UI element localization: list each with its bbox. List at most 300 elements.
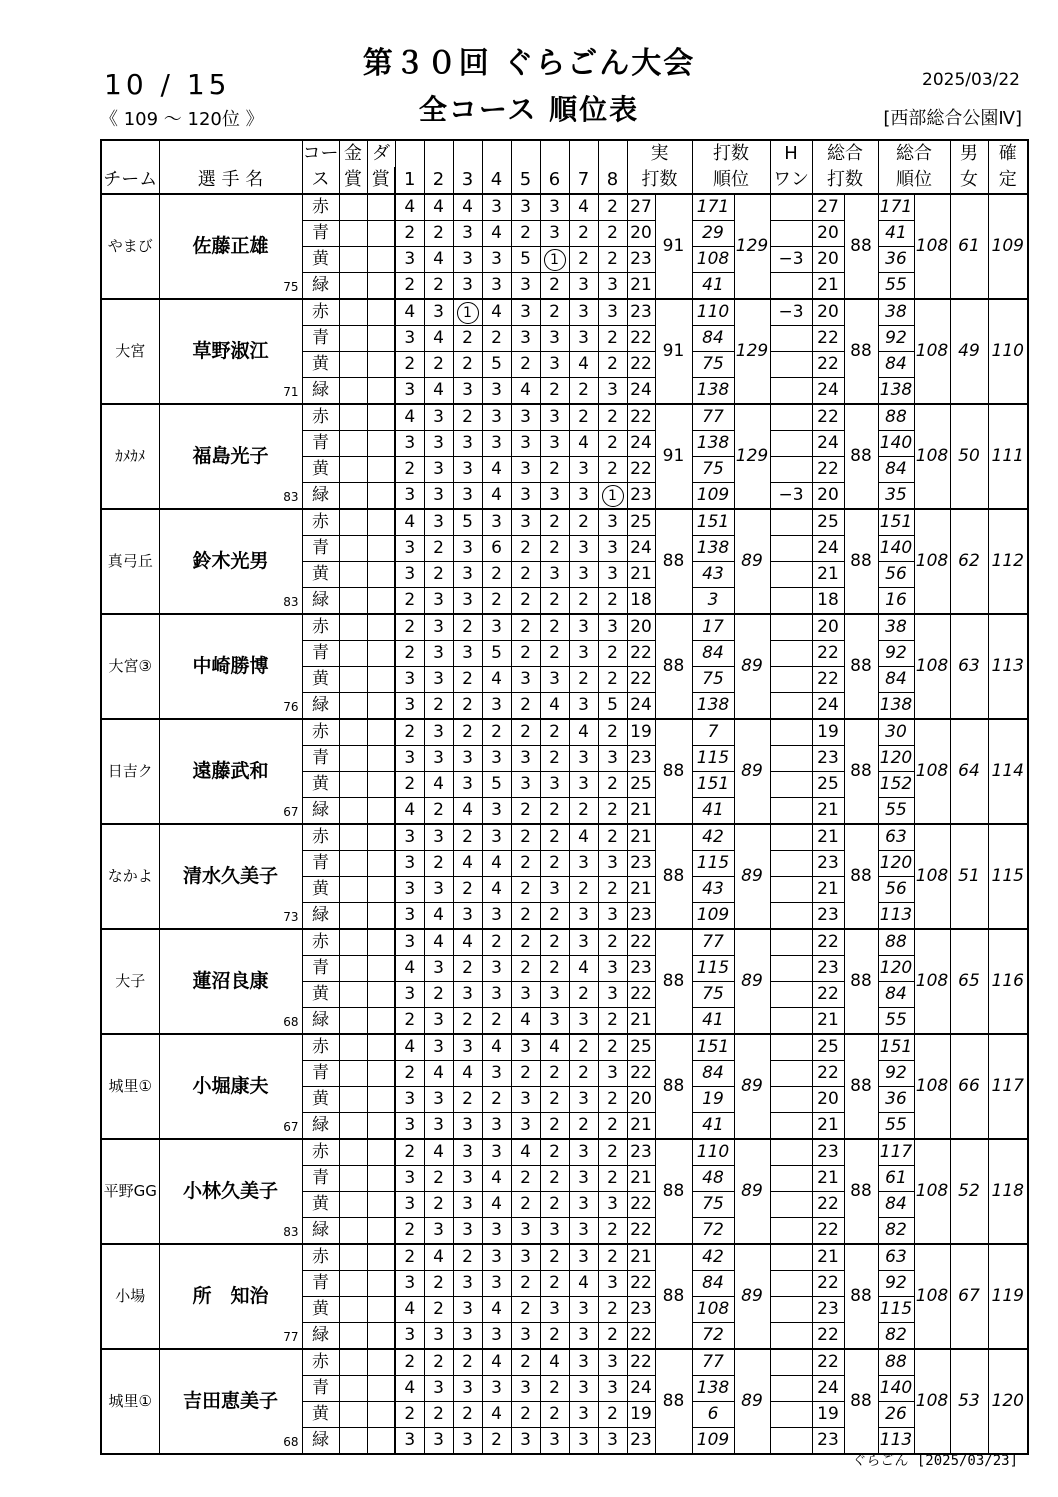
hole-score: 4 xyxy=(453,929,482,956)
gold-award xyxy=(339,352,367,378)
course-subtotal: 24 xyxy=(627,431,655,457)
player-name-text: 遠藤武和 xyxy=(192,760,269,782)
hole-score: 3 xyxy=(569,1402,598,1428)
player-name xyxy=(159,824,302,929)
gold-award xyxy=(339,1113,367,1140)
da-award xyxy=(367,1323,395,1350)
hole-score: 3 xyxy=(482,614,511,641)
hole-score: 3 xyxy=(598,614,627,641)
hole-score: 4 xyxy=(453,1061,482,1087)
hole-score: 2 xyxy=(540,1113,569,1140)
team-name: なかよ xyxy=(101,824,159,929)
course-name: 青 xyxy=(302,1166,339,1192)
hole-in-one-bonus xyxy=(770,693,812,720)
total-strokes: 88 xyxy=(844,1349,878,1454)
handicap: 73 xyxy=(283,910,299,924)
hole-score: 2 xyxy=(395,1349,424,1376)
gold-award xyxy=(339,1323,367,1350)
hole-score: 3 xyxy=(511,1113,540,1140)
hole-score: 2 xyxy=(540,956,569,982)
hole-score: 2 xyxy=(395,1008,424,1035)
gold-award xyxy=(339,1297,367,1323)
course-total-rank: 113 xyxy=(878,1428,914,1455)
course-total-rank: 151 xyxy=(878,509,914,536)
total-rank: 108 xyxy=(914,509,950,614)
course-total-rank: 56 xyxy=(878,877,914,903)
player-name-text: 小林久美子 xyxy=(182,1180,278,1202)
course-subtotal: 21 xyxy=(627,798,655,825)
hole-score: 3 xyxy=(569,1192,598,1218)
hole-in-one-bonus xyxy=(770,404,812,431)
hole-in-one-mark: 1 xyxy=(544,249,566,271)
team-name: 小場 xyxy=(101,1244,159,1349)
hole-score: 2 xyxy=(598,667,627,693)
hole-score: 3 xyxy=(598,1271,627,1297)
hole-score: 2 xyxy=(395,1244,424,1271)
gold-award xyxy=(339,1402,367,1428)
player-name xyxy=(159,1244,302,1349)
course-rank: 75 xyxy=(692,667,734,693)
hole-in-one-bonus xyxy=(770,1271,812,1297)
course-total-strokes: 23 xyxy=(812,746,844,772)
table-body xyxy=(101,194,1028,1454)
gold-award xyxy=(339,719,367,746)
hole-score: 2 xyxy=(569,1113,598,1140)
hole-score: 2 xyxy=(395,352,424,378)
hole-score: 2 xyxy=(598,1008,627,1035)
hole-in-one-bonus xyxy=(770,1166,812,1192)
hole-score: 2 xyxy=(540,509,569,536)
hole-in-one-bonus xyxy=(770,1428,812,1455)
hole-score: 4 xyxy=(395,299,424,326)
gold-award xyxy=(339,1349,367,1376)
player-name xyxy=(159,929,302,1034)
hole-score: 4 xyxy=(395,798,424,825)
col-hole-3: 3 xyxy=(453,167,482,194)
hole-score: 2 xyxy=(395,457,424,483)
course-total-rank: 92 xyxy=(878,1271,914,1297)
hole-score: 3 xyxy=(511,1323,540,1350)
course-total-strokes: 24 xyxy=(812,431,844,457)
hole-score: 2 xyxy=(598,1034,627,1061)
hole-score: 4 xyxy=(424,929,453,956)
hole-score: 2 xyxy=(482,1008,511,1035)
course-total-strokes: 20 xyxy=(812,614,844,641)
hole-score: 4 xyxy=(482,1034,511,1061)
gender-rank: 51 xyxy=(950,824,988,929)
player-name xyxy=(159,1034,302,1139)
gold-award xyxy=(339,1376,367,1402)
course-total-strokes: 22 xyxy=(812,457,844,483)
hole-score: 2 xyxy=(453,404,482,431)
hole-score: 3 xyxy=(424,1218,453,1245)
course-rank: 84 xyxy=(692,1061,734,1087)
hole-score: 3 xyxy=(569,562,598,588)
hole-score: 3 xyxy=(598,273,627,300)
hole-score: 2 xyxy=(453,877,482,903)
hole-score: 2 xyxy=(424,1402,453,1428)
course-total-rank: 88 xyxy=(878,404,914,431)
course-total-strokes: 20 xyxy=(812,299,844,326)
player-name xyxy=(159,1349,302,1454)
gender-rank: 53 xyxy=(950,1349,988,1454)
actual-strokes: 88 xyxy=(655,929,692,1034)
hole-in-one-bonus xyxy=(770,641,812,667)
course-subtotal: 23 xyxy=(627,1139,655,1166)
hole-score: 2 xyxy=(569,588,598,615)
hole-score: 4 xyxy=(482,457,511,483)
hole-score: 3 xyxy=(395,851,424,877)
hole-score: 4 xyxy=(482,877,511,903)
col-total-top: 総合 xyxy=(812,140,878,167)
da-award xyxy=(367,1428,395,1455)
hole-score: 2 xyxy=(540,851,569,877)
hole-score: 3 xyxy=(511,273,540,300)
hole-score: 3 xyxy=(453,1297,482,1323)
da-award xyxy=(367,1008,395,1035)
gold-award xyxy=(339,483,367,510)
hole-score: 4 xyxy=(569,352,598,378)
course-total-rank: 38 xyxy=(878,614,914,641)
course-total-strokes: 21 xyxy=(812,824,844,851)
course-total-strokes: 20 xyxy=(812,221,844,247)
course-total-rank: 84 xyxy=(878,982,914,1008)
total-rank: 108 xyxy=(914,1034,950,1139)
hole-score: 4 xyxy=(395,1297,424,1323)
handicap: 77 xyxy=(283,1330,299,1344)
da-award xyxy=(367,1139,395,1166)
actual-strokes: 88 xyxy=(655,1034,692,1139)
total-rank: 108 xyxy=(914,929,950,1034)
hole-score: 3 xyxy=(482,1376,511,1402)
hole-score: 3 xyxy=(598,562,627,588)
col-gold-top: 金 xyxy=(339,140,367,167)
hole-score: 4 xyxy=(395,956,424,982)
hole-score: 2 xyxy=(598,929,627,956)
hole-score: 2 xyxy=(540,641,569,667)
table-row xyxy=(101,1034,1028,1061)
da-award xyxy=(367,509,395,536)
course-rank: 108 xyxy=(692,247,734,273)
course-total-strokes: 23 xyxy=(812,851,844,877)
col-gender-top: 男 xyxy=(950,140,988,167)
course-total-strokes: 19 xyxy=(812,719,844,746)
hole-score: 2 xyxy=(482,1428,511,1455)
hole-score: 3 xyxy=(453,982,482,1008)
hole-score: 3 xyxy=(453,562,482,588)
course-rank: 43 xyxy=(692,877,734,903)
total-strokes: 88 xyxy=(844,1034,878,1139)
hole-score: 4 xyxy=(395,1034,424,1061)
team-name: 大宮③ xyxy=(101,614,159,719)
total-rank: 108 xyxy=(914,824,950,929)
course-subtotal: 21 xyxy=(627,562,655,588)
da-award xyxy=(367,221,395,247)
da-award xyxy=(367,667,395,693)
course-total-strokes: 25 xyxy=(812,1034,844,1061)
course-name: 青 xyxy=(302,1271,339,1297)
hole-score: 2 xyxy=(511,1402,540,1428)
da-award xyxy=(367,614,395,641)
hole-score: 2 xyxy=(511,1297,540,1323)
gold-award xyxy=(339,929,367,956)
da-award xyxy=(367,1297,395,1323)
gold-award xyxy=(339,247,367,273)
venue: [西部総合公園Ⅳ] xyxy=(883,108,1022,129)
hole-score: 3 xyxy=(569,1297,598,1323)
hole-in-one-bonus xyxy=(770,326,812,352)
course-total-rank: 63 xyxy=(878,824,914,851)
hole-score: 2 xyxy=(511,956,540,982)
hole-score: 4 xyxy=(482,1402,511,1428)
hole-in-one-bonus xyxy=(770,1192,812,1218)
course-total-rank: 113 xyxy=(878,903,914,930)
course-subtotal: 22 xyxy=(627,1349,655,1376)
hole-score: 3 xyxy=(598,851,627,877)
hole-score: 4 xyxy=(482,1297,511,1323)
hole-in-one-bonus xyxy=(770,982,812,1008)
hole-score: 3 xyxy=(482,1323,511,1350)
hole-score: 3 xyxy=(424,824,453,851)
course-rank: 108 xyxy=(692,1297,734,1323)
player-name xyxy=(159,194,302,299)
hole-score: 2 xyxy=(453,614,482,641)
hole-score: 2 xyxy=(569,798,598,825)
hole-score: 3 xyxy=(453,1428,482,1455)
da-award xyxy=(367,299,395,326)
page-title: 第３０回 ぐらごん大会 xyxy=(362,46,696,81)
stroke-rank: 89 xyxy=(734,1244,770,1349)
team-name: やまび xyxy=(101,194,159,299)
course-total-strokes: 21 xyxy=(812,1113,844,1140)
course-subtotal: 22 xyxy=(627,457,655,483)
hole-in-one-bonus xyxy=(770,746,812,772)
hole-score: 3 xyxy=(569,1087,598,1113)
col-actual: 打数 xyxy=(627,167,692,194)
hole-score: 4 xyxy=(424,903,453,930)
col-final: 定 xyxy=(988,167,1028,194)
handicap: 71 xyxy=(283,385,299,399)
course-subtotal: 22 xyxy=(627,326,655,352)
course-total-rank: 140 xyxy=(878,536,914,562)
hole-score: 3 xyxy=(424,1113,453,1140)
course-total-strokes: 20 xyxy=(812,247,844,273)
course-total-rank: 38 xyxy=(878,299,914,326)
hole-in-one-bonus xyxy=(770,1034,812,1061)
hole-score: 3 xyxy=(395,1428,424,1455)
hole-in-one-bonus xyxy=(770,851,812,877)
hole-score: 3 xyxy=(453,772,482,798)
hole-score: 2 xyxy=(511,641,540,667)
hole-score: 4 xyxy=(482,483,511,510)
course-total-rank: 92 xyxy=(878,641,914,667)
course-rank: 110 xyxy=(692,299,734,326)
course-total-rank: 92 xyxy=(878,326,914,352)
course-rank: 77 xyxy=(692,404,734,431)
handicap: 67 xyxy=(283,805,299,819)
course-total-rank: 171 xyxy=(878,194,914,221)
hole-score: 2 xyxy=(569,1034,598,1061)
player-name-text: 所 知治 xyxy=(192,1285,269,1307)
hole-score: 3 xyxy=(453,221,482,247)
course-total-rank: 120 xyxy=(878,746,914,772)
da-award xyxy=(367,562,395,588)
col-h-top: H xyxy=(770,140,812,167)
course-name: 赤 xyxy=(302,1349,339,1376)
hole-score: 3 xyxy=(540,326,569,352)
hole-score: 6 xyxy=(482,536,511,562)
da-award xyxy=(367,431,395,457)
hole-score: 3 xyxy=(540,221,569,247)
hole-score: 2 xyxy=(598,1139,627,1166)
hole-score: 2 xyxy=(511,851,540,877)
hole-score: 3 xyxy=(424,1376,453,1402)
hole-score: 2 xyxy=(424,221,453,247)
col-total: 打数 xyxy=(812,167,878,194)
hole-score: 2 xyxy=(453,693,482,720)
course-rank: 84 xyxy=(692,641,734,667)
hole-score: 4 xyxy=(424,1244,453,1271)
hole-score: 3 xyxy=(598,1376,627,1402)
hole-score: 2 xyxy=(482,326,511,352)
hole-score: 3 xyxy=(395,1192,424,1218)
gender-rank: 67 xyxy=(950,1244,988,1349)
course-subtotal: 20 xyxy=(627,614,655,641)
stroke-rank: 89 xyxy=(734,1349,770,1454)
course-total-strokes: 22 xyxy=(812,326,844,352)
player-name-text: 蓮沼良康 xyxy=(192,970,269,992)
page-subtitle: 全コース 順位表 xyxy=(418,93,640,126)
hole-score: 2 xyxy=(598,1113,627,1140)
course-subtotal: 23 xyxy=(627,299,655,326)
hole-score: 3 xyxy=(569,1139,598,1166)
hole-score: 3 xyxy=(569,1244,598,1271)
player-name-text: 清水久美子 xyxy=(182,865,278,887)
course-subtotal: 22 xyxy=(627,1061,655,1087)
col-team: チーム xyxy=(101,167,159,194)
hole-score: 2 xyxy=(569,667,598,693)
hole-in-one-bonus xyxy=(770,562,812,588)
hole-score: 4 xyxy=(569,194,598,221)
hole-score: 2 xyxy=(511,614,540,641)
col-da-top: ダ xyxy=(367,140,395,167)
course-rank: 72 xyxy=(692,1323,734,1350)
course-total-strokes: 22 xyxy=(812,1061,844,1087)
course-rank: 115 xyxy=(692,851,734,877)
hole-score: 4 xyxy=(540,1034,569,1061)
hole-score: 4 xyxy=(511,1139,540,1166)
course-subtotal: 22 xyxy=(627,982,655,1008)
course-name: 青 xyxy=(302,851,339,877)
course-total-strokes: 21 xyxy=(812,877,844,903)
gold-award xyxy=(339,457,367,483)
hole-score: 3 xyxy=(511,1218,540,1245)
course-subtotal: 22 xyxy=(627,1218,655,1245)
hole-score: 3 xyxy=(598,536,627,562)
da-award xyxy=(367,1034,395,1061)
hole-score: 3 xyxy=(540,194,569,221)
actual-strokes: 91 xyxy=(655,299,692,404)
gold-award xyxy=(339,1244,367,1271)
hole-score: 3 xyxy=(511,326,540,352)
hole-score: 3 xyxy=(482,247,511,273)
course-total-rank: 30 xyxy=(878,719,914,746)
hole-score: 4 xyxy=(395,1376,424,1402)
total-strokes: 88 xyxy=(844,614,878,719)
hole-score: 2 xyxy=(453,352,482,378)
course-name: 黄 xyxy=(302,352,339,378)
hole-score: 3 xyxy=(569,641,598,667)
hole-score: 3 xyxy=(424,404,453,431)
course-total-strokes: 22 xyxy=(812,1192,844,1218)
hole-score: 2 xyxy=(424,352,453,378)
final-rank: 114 xyxy=(988,719,1028,824)
hole-score: 4 xyxy=(511,1008,540,1035)
hole-score: 3 xyxy=(453,457,482,483)
hole-in-one-bonus xyxy=(770,431,812,457)
course-total-strokes: 22 xyxy=(812,667,844,693)
course-rank: 115 xyxy=(692,956,734,982)
hole-score: 2 xyxy=(569,404,598,431)
hole-score: 2 xyxy=(540,1192,569,1218)
hole-score: 3 xyxy=(424,299,453,326)
total-strokes: 88 xyxy=(844,299,878,404)
hole-score: 4 xyxy=(424,1139,453,1166)
da-award xyxy=(367,746,395,772)
da-award xyxy=(367,404,395,431)
stroke-rank: 89 xyxy=(734,1139,770,1244)
hole-score: 3 xyxy=(511,194,540,221)
hole-score xyxy=(598,483,627,510)
hole-score: 3 xyxy=(540,562,569,588)
hole-score: 3 xyxy=(511,1034,540,1061)
hole-score: 3 xyxy=(453,588,482,615)
hole-score: 5 xyxy=(453,509,482,536)
hole-score: 2 xyxy=(540,903,569,930)
hole-score: 3 xyxy=(598,1061,627,1087)
col-hole-8: 8 xyxy=(598,167,627,194)
gender-rank: 61 xyxy=(950,194,988,299)
course-subtotal: 24 xyxy=(627,378,655,405)
hole-in-one-bonus xyxy=(770,457,812,483)
course-total-rank: 140 xyxy=(878,1376,914,1402)
stroke-rank: 89 xyxy=(734,509,770,614)
hole-score: 3 xyxy=(569,536,598,562)
hole-score: 4 xyxy=(424,1061,453,1087)
col-name: 選 手 名 xyxy=(159,167,302,194)
hole-score: 3 xyxy=(482,982,511,1008)
hole-score: 3 xyxy=(598,1428,627,1455)
hole-score: 2 xyxy=(424,1297,453,1323)
course-total-strokes: 22 xyxy=(812,404,844,431)
course-rank: 84 xyxy=(692,326,734,352)
hole-score: 3 xyxy=(424,667,453,693)
course-subtotal: 22 xyxy=(627,1323,655,1350)
da-award xyxy=(367,798,395,825)
course-name: 緑 xyxy=(302,588,339,615)
course-total-strokes: 22 xyxy=(812,1218,844,1245)
da-award xyxy=(367,1376,395,1402)
hole-score: 4 xyxy=(482,299,511,326)
course-total-rank: 115 xyxy=(878,1297,914,1323)
hole-score: 3 xyxy=(424,1034,453,1061)
table-row xyxy=(101,404,1028,431)
hole-score: 3 xyxy=(482,1139,511,1166)
total-strokes: 88 xyxy=(844,1139,878,1244)
player-name xyxy=(159,1139,302,1244)
hole-score: 5 xyxy=(482,352,511,378)
da-award xyxy=(367,982,395,1008)
